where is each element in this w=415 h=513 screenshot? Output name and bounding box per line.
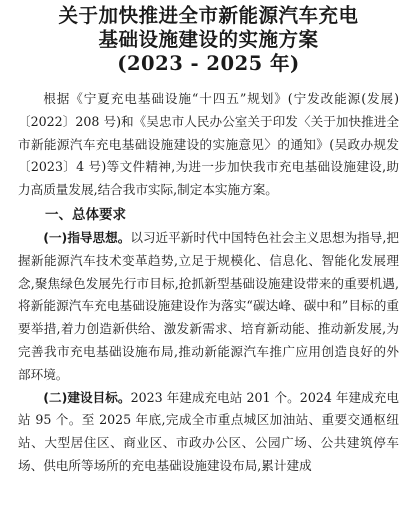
title-line-1: 关于加快推进全市新能源汽车充电 (58, 4, 359, 27)
construction-goals-paragraph (18, 387, 399, 478)
subsection-heading-guiding-ideology: (一)指导思想。 (43, 229, 131, 245)
spacer (18, 76, 399, 88)
intro-paragraph: 根据《宁夏充电基础设施“十四五”规划》(宁发改能源(发展)〔2022〕208 号)和《吴忠市人民办公室关于印发〈关于加快推进全市新能源汽车充电基础设施建设的实施意见〉的通知》(吴政办规发〔2023〕4 号)等文件精神,为进一步加快我市充电基础设施建设,助力高质量发展,结合我市实际,制定本实施方案。 (18, 91, 399, 198)
title-line-3: (2023 - 2025 年) (117, 52, 300, 75)
title-line-2: 基础设施建设的实施方案 (98, 28, 319, 51)
guiding-ideology-paragraph (18, 227, 399, 387)
guiding-ideology-text: 以习近平新时代中国特色社会主义思想为指导,把握新能源汽车技术变革趋势,立足于规模化、信息化、智能化发展理念,聚焦绿色发展先行市目标,抢抓新型基础设施建设带来的重要机遇,将新能源汽车充电基础设施建设作为落实“碳达峰、碳中和”目标的重要举措,着力创造新供给、激发新需求、培育新动能、推动新发展,为完善我市充电基础设施布局,推动新能源汽车推广应用创造良好的外部环境。 (18, 229, 399, 382)
construction-goals-text: 2023 年建成充电站 201 个。2024 年建成充电站 95 个。至 2025 年底,完成全市重点城区加油站、重要交通枢纽站、大型居住区、商业区、市政办公区、公园广场、公共建筑停车场、供电所等场所的充电基础设施建设布局,累计建成 (18, 389, 400, 473)
subsection-heading-construction-goals: (二)建设目标。 (43, 389, 131, 405)
document-title (18, 4, 399, 76)
section-heading-general-requirements: 一、总体要求 (45, 206, 126, 223)
